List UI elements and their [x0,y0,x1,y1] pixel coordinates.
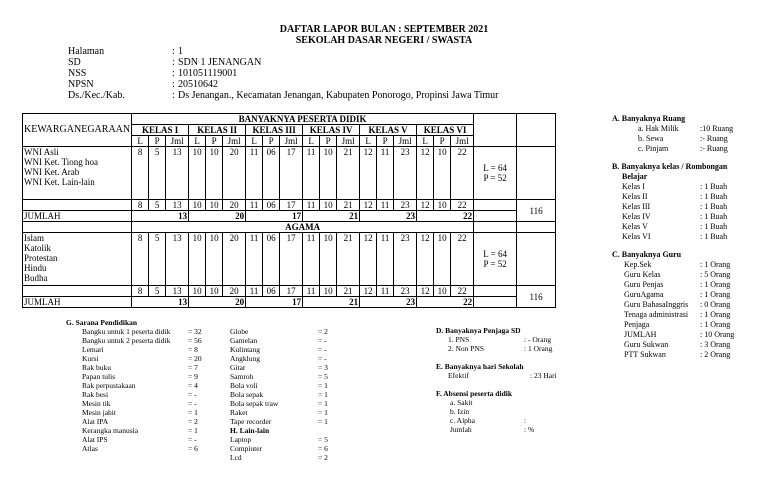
item-label: Tape recorder [230,417,272,426]
section-b-title: B. Banyaknya kelas / Rombongan [612,162,728,171]
value-cell: 20 [223,147,246,200]
item-value: = 7 [188,363,198,372]
header-label: SD [68,57,81,68]
value-cell: 11 [377,286,394,297]
item-value: : 1 Orang [524,344,553,353]
item-value: : 1 Buah [700,222,728,231]
item-value: :10 Ruang [700,124,734,133]
sub-header: Jml [223,136,246,147]
item-label: 1. PNS [448,335,470,344]
kelas-total: 23 [360,297,417,308]
item-label: Angklung [230,354,260,363]
item-value: = 3 [318,363,328,372]
header-colon: : [172,46,175,57]
item-label: Kep.Sek [624,260,652,269]
item-value: : 2 Orang [700,350,731,359]
value-cell: 11 [303,200,320,211]
item-value: = 2 [188,417,198,426]
item-value: = - [188,390,197,399]
grand-total: 116 [517,286,556,308]
value-cell: 20 [223,200,246,211]
value-cell: 10 [189,233,206,286]
header-colon: : [172,90,175,101]
item-value: : 1 Orang [700,260,731,269]
item-label: Kursi [82,354,99,363]
item-label: Lemari [82,345,104,354]
spacer-cell [23,286,132,297]
section-g-title: G. Sarana Pendidikan [66,318,138,327]
value-cell: 20 [223,286,246,297]
value-cell: 22 [451,233,474,286]
item-label: Guru Kelas [624,270,661,279]
item-value: = 5 [318,435,328,444]
value-cell: 21 [337,147,360,200]
kelas-total: 21 [303,211,360,222]
value-cell: 12 [360,286,377,297]
item-label: Globe [230,327,249,336]
value-cell: 21 [337,233,360,286]
item-label: Alat IPS [82,435,108,444]
item-value: = 20 [188,354,202,363]
value-cell: 13 [166,233,189,286]
value-cell: 11 [246,233,263,286]
lp-cell [474,233,517,286]
value-cell: 20 [223,233,246,286]
empty-cell [517,233,556,286]
item-value: : 1 Orang [700,280,731,289]
agama-row-label: Budha [24,273,48,283]
item-value: : 1 Buah [700,232,728,241]
header-colon: : [172,57,175,68]
item-label: c. Pinjam [638,144,669,153]
item-label: c. Alpha [450,416,475,425]
value-cell: 5 [149,147,166,200]
value-cell: 11 [246,147,263,200]
report-subtitle: SEKOLAH DASAR NEGERI / SWASTA [295,35,473,46]
right-panel [612,114,766,359]
item-label: Mesin tik [82,399,111,408]
sub-header: P [206,136,223,147]
value-cell: 5 [149,233,166,286]
item-label: Bola sepak traw [230,399,279,408]
item-value: : 1 Buah [700,182,728,191]
jumlah-label: JUMLAH [23,211,132,222]
item-value: = - [318,336,327,345]
item-value: : 1 Orang [700,320,731,329]
item-label: GuruAgama [624,290,664,299]
kw-row-label: WNI Asli [24,147,59,157]
sub-header: P [149,136,166,147]
item-label: Guru BahasaInggris [624,300,689,309]
value-cell: 10 [320,286,337,297]
value-cell: 12 [417,200,434,211]
value-cell: 12 [360,147,377,200]
sub-header: L [246,136,263,147]
section-e-title: E. Banyaknya hari Sekolah [436,362,524,371]
item-label: Bola voli [230,381,258,390]
item-label: Kerangka manusia [82,426,139,435]
grand-total: 116 [517,200,556,222]
item-label: Raket [230,408,248,417]
sub-header: Jml [451,136,474,147]
school-header [0,46,768,106]
value-cell: 10 [434,233,451,286]
header-value: SDN 1 JENANGAN [178,57,262,68]
kelas-header: KELAS III [246,125,303,136]
value-cell: 8 [132,147,149,200]
item-label: Gamelan [230,336,258,345]
item-label: Bola sepak [230,390,264,399]
value-cell: 22 [451,200,474,211]
item-label: a. Sakit [450,398,473,407]
kw-row-label: WNI Ket. Lain-lain [24,177,95,187]
empty-cell [517,222,556,233]
empty-cell [474,200,517,211]
item-label: Atlas [82,444,98,453]
value-cell: 06 [263,200,280,211]
value-cell: 10 [206,286,223,297]
kelas-total: 17 [246,297,303,308]
sub-header: Jml [394,136,417,147]
agama-row-label: Protestan [24,253,58,263]
header-value: 101051119001 [178,68,238,79]
item-value: = 1 [318,408,328,417]
item-value: : - Orang [524,335,552,344]
item-label: Kelas I [622,182,645,191]
value-cell: 17 [280,147,303,200]
value-cell: 10 [434,286,451,297]
value-cell: 10 [434,200,451,211]
item-value: = 1 [318,417,328,426]
item-value: : [524,416,527,425]
item-value: = 32 [188,327,202,336]
sub-header: P [377,136,394,147]
item-value: : 1 Buah [700,202,728,211]
value-cell: 23 [394,147,417,200]
item-label: Efektif [448,371,469,380]
value-cell: 10 [206,200,223,211]
kelas-header: KELAS V [360,125,417,136]
agama-row-label: Islam [24,233,44,243]
header-value: 20510642 [178,79,218,90]
value-cell: 5 [149,200,166,211]
item-label: 2. Non PNS [448,344,485,353]
banyaknya-header: BANYAKNYA PESERTA DIDIK [132,114,474,125]
lp-line: P = 52 [483,173,507,183]
value-cell: 22 [451,147,474,200]
value-cell: 21 [337,286,360,297]
value-cell: 23 [394,286,417,297]
kelas-header: KELAS II [189,125,246,136]
item-value: : 1 Orang [700,290,731,299]
value-cell: 23 [394,200,417,211]
agama-row-label: Hindu [24,263,47,273]
item-value: : % [524,425,535,434]
item-value: = - [318,354,327,363]
item-label: Tenaga administrasi [624,310,689,319]
sub-header: P [263,136,280,147]
item-value: = 1 [318,399,328,408]
item-value: = 56 [188,336,202,345]
agama-labels [23,233,132,286]
item-label: Guru Penjas [624,280,664,289]
item-value: : 10 Orang [700,330,735,339]
sub-header: L [360,136,377,147]
value-cell: 8 [132,233,149,286]
value-cell: 11 [377,200,394,211]
item-label: Kelas VI [622,232,651,241]
item-label: Alat IPA [82,417,109,426]
item-value: = 9 [188,372,198,381]
item-label: Laptop [230,435,252,444]
lp-line: L = 64 [483,163,507,173]
empty-cell [474,297,517,308]
section-c-title: C. Banyaknya Guru [612,250,682,259]
section-b-title2: Belajar [622,172,648,181]
item-label: Mesin jahit [82,408,116,417]
agama-header: AGAMA [132,222,474,233]
value-cell: 17 [280,233,303,286]
section-h-title: H. Lain-lain [230,426,270,435]
sub-header: Jml [166,136,189,147]
item-value: = 4 [188,381,198,390]
item-value: : 23 Hari [530,371,557,380]
kelas-total: 13 [132,211,189,222]
sub-header: Jml [337,136,360,147]
header-colon: : [172,68,175,79]
kelas-total: 21 [303,297,360,308]
lp-line: L = 64 [483,249,507,259]
item-value: : 1 Buah [700,192,728,201]
item-label: Compiuter [230,444,263,453]
sub-header: L [303,136,320,147]
empty-cell [474,211,517,222]
sub-header: Jml [280,136,303,147]
kelas-total: 17 [246,211,303,222]
item-label: b. Sewa [638,134,664,143]
item-label: Bangku untuk 1 peserta didik [82,327,171,336]
sub-header: L [132,136,149,147]
empty-cell [474,222,517,233]
value-cell: 11 [303,147,320,200]
item-value: = 1 [188,426,198,435]
value-cell: 12 [360,233,377,286]
item-label: Kulintang [230,345,260,354]
value-cell: 8 [132,286,149,297]
sub-header: L [189,136,206,147]
student-table [22,113,556,308]
header-colon: : [172,79,175,90]
lp-line: P = 52 [483,259,507,269]
header-label: Ds./Kec./Kab. [68,90,125,101]
kw-labels [23,147,132,200]
value-cell: 17 [280,200,303,211]
value-cell: 10 [320,200,337,211]
item-label: Samroh [230,372,254,381]
kelas-total: 22 [417,211,474,222]
value-cell: 10 [189,200,206,211]
sub-header: L [417,136,434,147]
item-value: : 0 Orang [700,300,731,309]
kewarganegaraan-header: KEWARGANEGARAAN [23,114,132,147]
item-value: = 6 [188,444,198,453]
item-label: Lcd [230,453,242,462]
value-cell: 23 [394,233,417,286]
kelas-header: KELAS IV [303,125,360,136]
kelas-total: 22 [417,297,474,308]
item-label: Papan tulis [82,372,116,381]
kelas-total: 20 [189,297,246,308]
value-cell: 22 [451,286,474,297]
item-value: = 5 [318,372,328,381]
item-value: :- Ruang [700,134,728,143]
item-value: = - [188,399,197,408]
value-cell: 12 [417,233,434,286]
value-cell: 12 [417,147,434,200]
value-cell: 8 [132,200,149,211]
item-label: Rak buku [82,363,111,372]
lp-cell [474,147,517,200]
section-f-title: F. Absensi peserta didik [436,389,512,398]
item-label: Kelas II [622,192,648,201]
kelas-total: 20 [189,211,246,222]
header-value: Ds Jenangan., Kecamatan Jenangan, Kabupaten Ponorogo, Propinsi Jawa Timur [178,90,499,101]
header-label: Halaman [68,46,105,57]
report-title: DAFTAR LAPOR BULAN : SEPTEMBER 2021 [279,24,489,35]
value-cell: 17 [280,286,303,297]
item-label: Kelas IV [622,212,651,221]
jumlah-label: JUMLAH [23,297,132,308]
sub-header: P [434,136,451,147]
value-cell: 12 [360,200,377,211]
value-cell: 13 [166,286,189,297]
item-value: = 2 [318,327,328,336]
item-label: a. Hak Milik [638,124,679,133]
value-cell: 13 [166,147,189,200]
value-cell: 11 [246,200,263,211]
sarana-pendidikan [66,318,426,503]
value-cell: 10 [206,233,223,286]
item-label: Kelas V [622,222,648,231]
item-value: : 3 Orang [700,340,731,349]
header-value: 1 [178,46,183,57]
agama-row-label: Katolik [24,243,51,253]
kelas-total: 13 [132,297,189,308]
kw-row-label: WNI Ket. Tiong hoa [24,157,98,167]
kelas-total: 23 [360,211,417,222]
value-cell: 12 [417,286,434,297]
item-label: JUMLAH [624,330,657,339]
value-cell: 10 [189,147,206,200]
item-value: = 1 [318,390,328,399]
value-cell: 10 [434,147,451,200]
value-cell: 10 [320,233,337,286]
item-label: Guru Sukwan [624,340,669,349]
value-cell: 10 [320,147,337,200]
item-value: = 1 [318,381,328,390]
value-cell: 06 [263,147,280,200]
item-value: :- Ruang [700,144,728,153]
empty-cell [517,147,556,200]
item-value: : 5 Orang [700,270,731,279]
item-label: Kelas III [622,202,651,211]
value-cell: 13 [166,200,189,211]
item-value: = - [318,345,327,354]
sub-header: P [320,136,337,147]
section-a-title: A. Banyaknya Ruang [612,114,686,123]
spacer-cell [23,200,132,211]
value-cell: 06 [263,286,280,297]
item-value: = 1 [188,408,198,417]
item-value: = 6 [318,444,328,453]
item-value: = 2 [318,453,328,462]
kw-row-label: WNI Ket. Arab [24,167,80,177]
item-label: Rak besi [82,390,109,399]
value-cell: 11 [303,286,320,297]
item-value: : 1 Buah [700,212,728,221]
spacer-cell [23,222,132,233]
value-cell: 11 [377,233,394,286]
empty-cell [474,286,517,297]
item-label: b. Izin [450,407,470,416]
value-cell: 21 [337,200,360,211]
value-cell: 11 [377,147,394,200]
kelas-header: KELAS I [132,125,189,136]
item-label: Penjaga [624,320,650,329]
item-value: = - [188,435,197,444]
section-d-title: D. Banyaknya Penjaga SD [436,326,521,335]
value-cell: 5 [149,286,166,297]
header-label: NPSN [68,79,94,90]
value-cell: 11 [246,286,263,297]
header-label: NSS [68,68,87,79]
item-value: = 8 [188,345,198,354]
item-value: : 1 Orang [700,310,731,319]
item-label: PTT Sukwan [624,350,666,359]
item-label: Rak perpustakaan [82,381,136,390]
value-cell: 10 [189,286,206,297]
value-cell: 10 [206,147,223,200]
item-label: Bangku untuk 2 peserta didik [82,336,171,345]
value-cell: 11 [303,233,320,286]
value-cell: 06 [263,233,280,286]
item-label: Jumlah [450,425,472,434]
right-lower [436,326,606,446]
item-label: Gitar [230,363,246,372]
kelas-header: KELAS VI [417,125,474,136]
